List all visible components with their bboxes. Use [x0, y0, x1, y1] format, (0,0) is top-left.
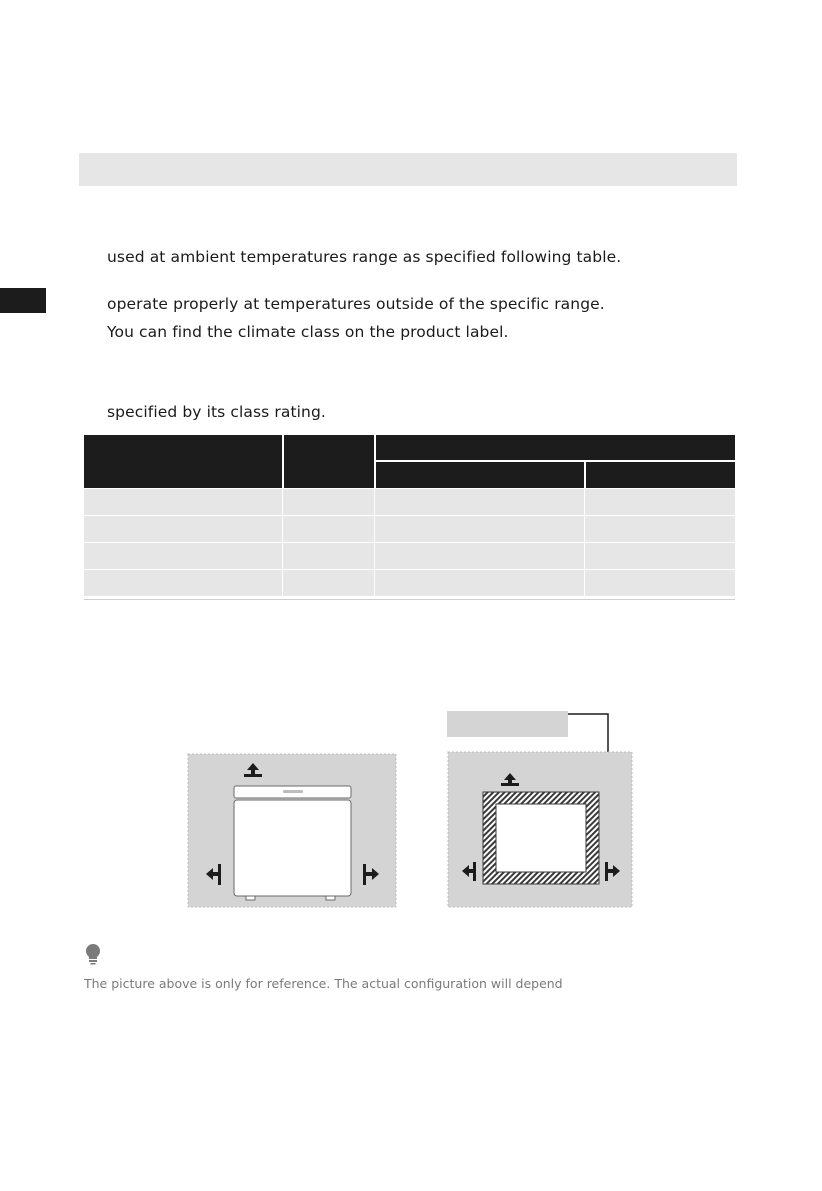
reference-note: The picture above is only for reference. The actual configuration will depend	[84, 976, 563, 991]
builtin-clearance-diagram	[448, 752, 632, 907]
text-line-2: operate properly at temperatures outside of the specific range.	[107, 295, 605, 313]
text-line-1: used at ambient temperatures range as specified following table.	[107, 248, 622, 266]
text-line-3: You can find the climate class on the product label.	[107, 323, 509, 341]
freestanding-clearance-diagram	[188, 754, 396, 907]
text-line-4: specified by its class rating.	[107, 403, 326, 421]
lightbulb-icon	[86, 944, 100, 965]
